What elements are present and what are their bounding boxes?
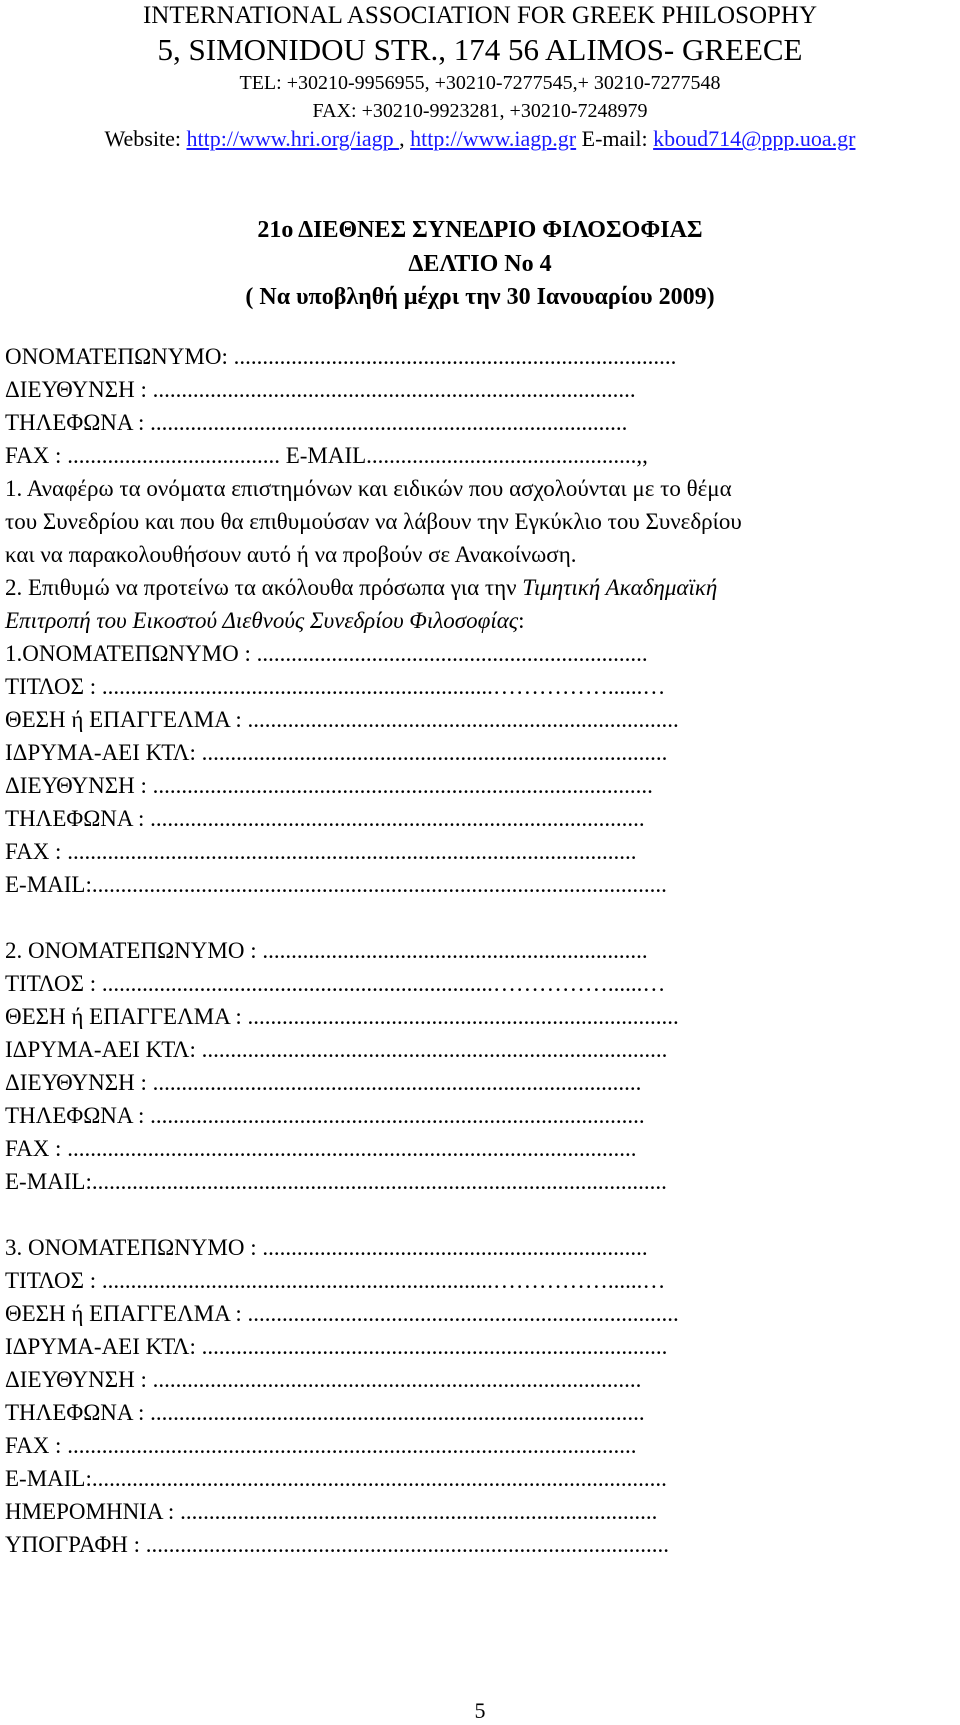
- person3-position-field[interactable]: ΘΕΣΗ ή ΕΠΑΓΓΕΛΜΑ : ...........................................................................: [5, 1301, 679, 1326]
- website-email-line: [0, 128, 960, 150]
- person2-phones-field[interactable]: ΤΗΛΕΦΩΝΑ : ......................................................................................: [5, 1103, 645, 1128]
- person1-fax-field[interactable]: FAX : ...................................................................................................: [5, 839, 637, 864]
- person2-email-field[interactable]: E-MAIL:....................................................................................................: [5, 1169, 667, 1194]
- person2-address-field[interactable]: ΔΙΕΥΘΥΝΣΗ : .....................................................................................: [5, 1070, 642, 1095]
- person1-title-field[interactable]: ΤΙΤΛΟΣ : ....................................................................……………......…: [5, 674, 666, 699]
- email-link[interactable]: kboud714@ppp.uoa.gr: [653, 126, 856, 151]
- submission-deadline: ( Να υποβληθή μέχρι την 30 Ιανουαρίου 2009): [245, 284, 715, 310]
- person1-position-field[interactable]: ΘΕΣΗ ή ΕΠΑΓΓΕΛΜΑ : ...........................................................................: [5, 707, 679, 732]
- telephone-line: TEL: +30210-9956955, +30210-7277545,+ 30210-7277548: [239, 72, 721, 94]
- person3-address-field[interactable]: ΔΙΕΥΘΥΝΣΗ : .....................................................................................: [5, 1367, 642, 1392]
- website-separator: ,: [399, 126, 411, 151]
- person1-phones-field[interactable]: ΤΗΛΕΦΩΝΑ : ......................................................................................: [5, 806, 645, 831]
- page-number: 5: [474, 1698, 486, 1723]
- signature-field[interactable]: ΥΠΟΓΡΑΦΗ : ...........................................................................................: [5, 1532, 670, 1557]
- organization-name: INTERNATIONAL ASSOCIATION FOR GREEK PHILOSOPHY: [142, 2, 818, 29]
- person1-email-field[interactable]: E-MAIL:....................................................................................................: [5, 872, 667, 897]
- fax-email-field[interactable]: FAX : ..................................... E-MAIL...............................................,,: [5, 443, 648, 468]
- website-label: Website:: [104, 126, 187, 151]
- item2-line1: [5, 576, 717, 599]
- person2-institution-field[interactable]: ΙΔΡΥΜΑ-ΑΕΙ ΚΤΛ: .................................................................................: [5, 1037, 668, 1062]
- item1-line2: του Συνεδρίου και που θα επιθυμούσαν να λάβουν την Εγκύκλιο του Συνεδρίου: [5, 509, 742, 534]
- conference-title: 21ο ΔΙΕΘΝΕΣ ΣΥΝΕΔΡΙΟ ΦΙΛΟΣΟΦΙΑΣ: [257, 217, 703, 243]
- person2-title-field[interactable]: ΤΙΤΛΟΣ : ....................................................................……………......…: [5, 971, 666, 996]
- person3-title-field[interactable]: ΤΙΤΛΟΣ : ....................................................................……………......…: [5, 1268, 666, 1293]
- person2-fax-field[interactable]: FAX : ...................................................................................................: [5, 1136, 637, 1161]
- person3-name-field[interactable]: 3. ΟΝΟΜΑΤΕΠΩΝΥΜΟ : ...................................................................: [5, 1235, 648, 1260]
- item2-text: 2. Επιθυμώ να προτείνω τα ακόλουθα πρόσωπα για την: [5, 575, 523, 600]
- person1-address-field[interactable]: ΔΙΕΥΘΥΝΣΗ : .......................................................................................: [5, 773, 653, 798]
- person3-phones-field[interactable]: ΤΗΛΕΦΩΝΑ : ......................................................................................: [5, 1400, 645, 1425]
- item2-committee-italic: Τιμητική Ακαδημαϊκή: [522, 575, 718, 600]
- item1-line1: 1. Αναφέρω τα ονόματα επιστημόνων και ειδικών που ασχολούνται με το θέμα: [5, 476, 732, 501]
- person3-email-field[interactable]: E-MAIL:....................................................................................................: [5, 1466, 667, 1491]
- person1-name-field[interactable]: 1.ΟΝΟΜΑΤΕΠΩΝΥΜΟ : ....................................................................: [5, 641, 648, 666]
- phones-field[interactable]: ΤΗΛΕΦΩΝΑ : ...................................................................................: [5, 410, 628, 435]
- email-label: E-mail:: [576, 126, 654, 151]
- organization-address: 5, SIMONIDOU STR., 174 56 ALIMOS- GREECE: [157, 32, 803, 67]
- website-link-iagp[interactable]: http://www.iagp.gr: [410, 126, 577, 151]
- person1-institution-field[interactable]: ΙΔΡΥΜΑ-ΑΕΙ ΚΤΛ: .................................................................................: [5, 740, 668, 765]
- date-field[interactable]: ΗΜΕΡΟΜΗΝΙΑ : ...................................................................................: [5, 1499, 658, 1524]
- name-field[interactable]: ΟΝΟΜΑΤΕΠΩΝΥΜΟ: .............................................................................: [5, 344, 677, 369]
- person2-position-field[interactable]: ΘΕΣΗ ή ΕΠΑΓΓΕΛΜΑ : ...........................................................................: [5, 1004, 679, 1029]
- fax-line: FAX: +30210-9923281, +30210-7248979: [312, 100, 648, 122]
- website-link-hri[interactable]: http://www.hri.org/iagp: [186, 126, 400, 151]
- item2-committee-italic-2: Επιτροπή του Εικοστού Διεθνούς Συνεδρίου Φιλοσοφίας: [5, 608, 519, 633]
- item1-line3: και να παρακολουθήσουν αυτό ή να προβούν σε Ανακοίνωση.: [5, 542, 577, 567]
- form-number: ΔΕΛΤΙΟ Νο 4: [408, 251, 552, 277]
- person3-institution-field[interactable]: ΙΔΡΥΜΑ-ΑΕΙ ΚΤΛ: .................................................................................: [5, 1334, 668, 1359]
- person2-name-field[interactable]: 2. ΟΝΟΜΑΤΕΠΩΝΥΜΟ : ...................................................................: [5, 938, 648, 963]
- item2-line2: [5, 609, 525, 632]
- item2-colon: :: [518, 608, 525, 633]
- address-field[interactable]: ΔΙΕΥΘΥΝΣΗ : ....................................................................................: [5, 377, 636, 402]
- person3-fax-field[interactable]: FAX : ...................................................................................................: [5, 1433, 637, 1458]
